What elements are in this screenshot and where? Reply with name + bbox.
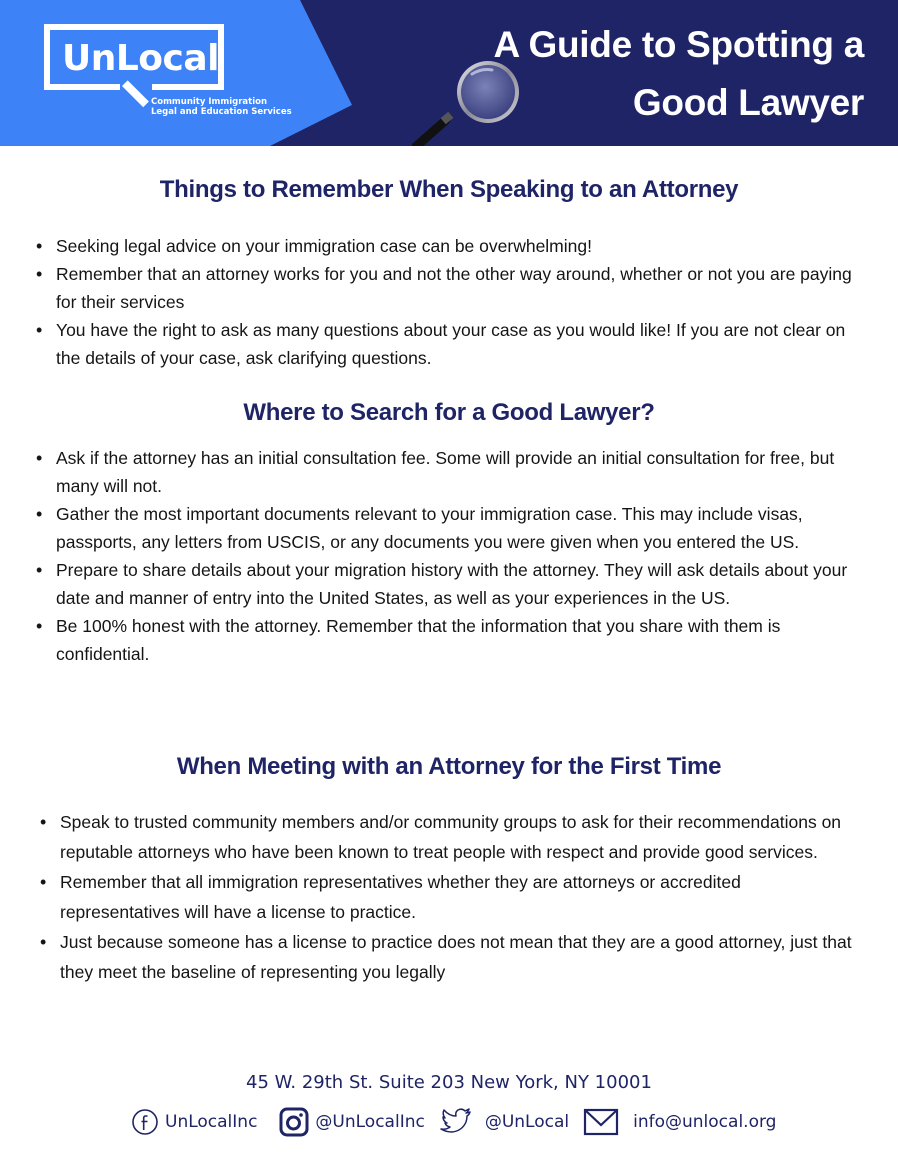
list-item: • You have the right to ask as many questions about your case as you would like! If you are not clear on the details of your case, ask clarifying questions. bbox=[36, 316, 866, 372]
list-item: • Ask if the attorney has an initial consultation fee. Some will provide an initial consultation for free, but many will not. bbox=[36, 444, 866, 500]
bullet-list bbox=[36, 232, 866, 372]
list-item: • Speak to trusted community members and/or community groups to ask for their recommendations on reputable attorneys who have been known to treat people with respect and provide good services. bbox=[40, 807, 860, 867]
list-item: • Remember that an attorney works for you and not the other way around, whether or not you are paying for their services bbox=[36, 260, 866, 316]
title-line1: A Guide to Spotting a bbox=[493, 24, 864, 65]
instagram-handle: @UnLocalInc bbox=[315, 1112, 425, 1132]
section-heading: When Meeting with an Attorney for the First Time bbox=[176, 753, 722, 780]
list-item: • Be 100% honest with the attorney. Remember that the information that you share with them is confidential. bbox=[36, 612, 866, 668]
twitter-icon bbox=[439, 1108, 473, 1136]
section-heading: Where to Search for a Good Lawyer? bbox=[243, 399, 655, 426]
bullet-list bbox=[40, 807, 860, 987]
address: 45 W. 29th St. Suite 203 New York, NY 10001 bbox=[246, 1072, 652, 1093]
header-banner bbox=[0, 0, 898, 146]
list-item: • Prepare to share details about your migration history with the attorney. They will ask details about your date and manner of entry into the United States, as well as your experiences in the US. bbox=[36, 556, 866, 612]
list-item: • Seeking legal advice on your immigration case can be overwhelming! bbox=[36, 232, 866, 260]
email-icon bbox=[583, 1108, 619, 1136]
logo-name: UnLocal bbox=[62, 38, 220, 79]
email-link[interactable] bbox=[583, 1108, 776, 1136]
list-item: • Gather the most important documents relevant to your immigration case. This may include visas, passports, any letters from USCIS, or any documents you were given when you entered the US. bbox=[36, 500, 866, 556]
logo-tagline-line1: Community Immigration bbox=[151, 97, 268, 107]
instagram-link[interactable] bbox=[279, 1107, 424, 1137]
list-item: • Just because someone has a license to practice does not mean that they are a good attorney, just that they meet the baseline of representing you legally bbox=[40, 927, 860, 987]
facebook-handle: UnLocalInc bbox=[165, 1112, 258, 1132]
facebook-icon bbox=[131, 1108, 159, 1136]
twitter-handle: @UnLocal bbox=[484, 1112, 570, 1132]
instagram-icon bbox=[279, 1107, 309, 1137]
social-links bbox=[131, 1104, 790, 1140]
list-item: • Remember that all immigration representatives whether they are attorneys or accredited representatives will have a license to practice. bbox=[40, 867, 860, 927]
bullet-list bbox=[36, 444, 866, 668]
logo-tagline-line2: Legal and Education Services bbox=[151, 107, 292, 117]
facebook-link[interactable] bbox=[131, 1108, 257, 1136]
logo-tagline bbox=[151, 97, 292, 117]
page-title bbox=[493, 16, 864, 132]
section-heading: Things to Remember When Speaking to an Attorney bbox=[159, 176, 739, 203]
twitter-link[interactable] bbox=[439, 1108, 569, 1136]
title-line2: Good Lawyer bbox=[632, 82, 864, 123]
email-address: info@unlocal.org bbox=[633, 1112, 777, 1132]
